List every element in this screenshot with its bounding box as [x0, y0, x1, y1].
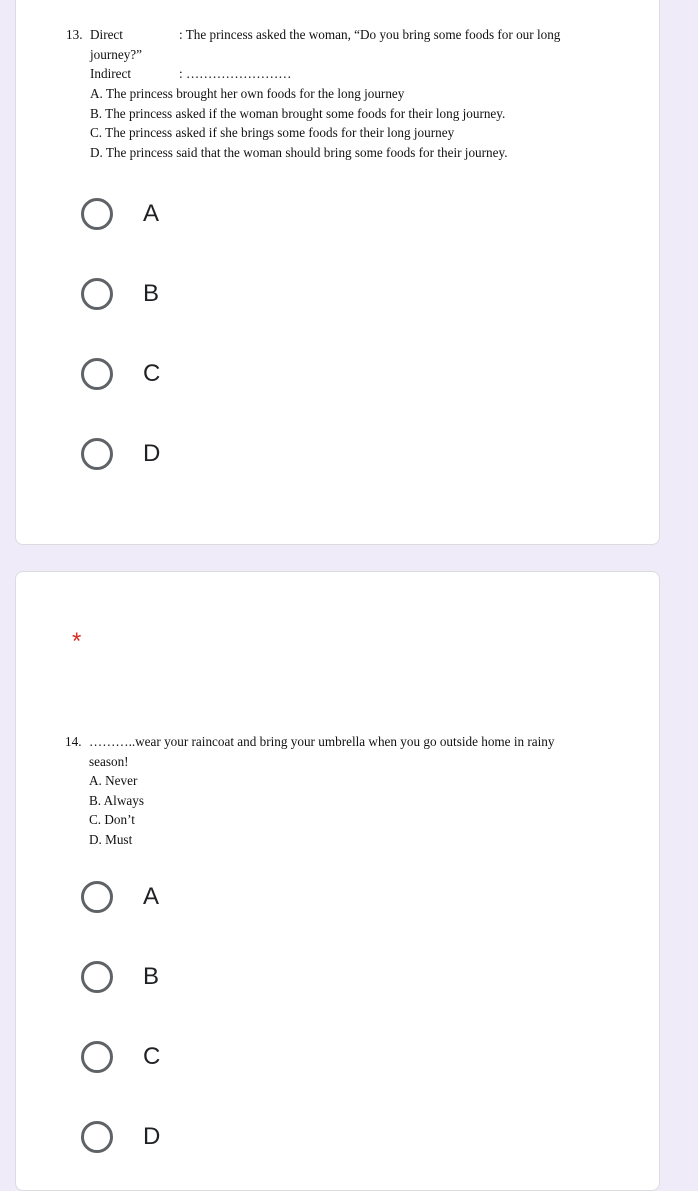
- option-label: B: [143, 963, 160, 990]
- question-text-cont: season!: [89, 754, 129, 769]
- radio-circle-icon[interactable]: [81, 1121, 113, 1153]
- question-image-14: [65, 732, 655, 852]
- direct-sentence: : The princess asked the woman, “Do you bring some foods for our long: [179, 27, 561, 42]
- required-asterisk: *: [72, 628, 82, 655]
- option-label: A: [143, 883, 160, 910]
- choice-text-a: A. Never: [89, 773, 138, 788]
- option-label: D: [143, 440, 161, 467]
- option-c[interactable]: [66, 354, 366, 394]
- indirect-blank: : ……………………: [179, 66, 292, 81]
- option-label: B: [143, 280, 160, 307]
- radio-circle-icon[interactable]: [81, 1041, 113, 1073]
- option-label: C: [143, 360, 161, 387]
- radio-circle-icon[interactable]: [81, 278, 113, 310]
- option-b[interactable]: [66, 274, 366, 314]
- option-c[interactable]: [66, 1037, 366, 1077]
- option-label: D: [143, 1123, 161, 1150]
- choice-text-d: D. The princess said that the woman should bring some foods for their journey.: [90, 145, 508, 160]
- option-d[interactable]: [66, 434, 366, 474]
- radio-circle-icon[interactable]: [81, 881, 113, 913]
- option-b[interactable]: [66, 957, 366, 997]
- question-image-13: [66, 25, 656, 205]
- question-card-14: [15, 571, 660, 1191]
- radio-circle-icon[interactable]: [81, 358, 113, 390]
- radio-circle-icon[interactable]: [81, 961, 113, 993]
- radio-circle-icon[interactable]: [81, 438, 113, 470]
- question-number: 14.: [65, 734, 82, 749]
- indirect-label: Indirect: [90, 66, 132, 81]
- option-a[interactable]: [66, 877, 366, 917]
- question-number: 13.: [66, 27, 83, 42]
- radio-circle-icon[interactable]: [81, 198, 113, 230]
- question-card-13: [15, 0, 660, 545]
- choice-text-b: B. Always: [89, 793, 144, 808]
- choice-text-c: C. Don’t: [89, 812, 135, 827]
- choice-text-d: D. Must: [89, 832, 133, 847]
- choice-text-c: C. The princess asked if she brings some foods for their long journey: [90, 125, 455, 140]
- direct-label: Direct: [90, 27, 123, 42]
- question-text: ………..wear your raincoat and bring your umbrella when you go outside home in rainy: [89, 734, 555, 749]
- choice-text-a: A. The princess brought her own foods for the long journey: [90, 86, 405, 101]
- option-label: A: [143, 200, 160, 227]
- direct-sentence-cont: journey?”: [90, 47, 142, 62]
- choice-text-b: B. The princess asked if the woman brought some foods for their long journey.: [90, 106, 506, 121]
- option-a[interactable]: [66, 194, 366, 234]
- option-d[interactable]: [66, 1117, 366, 1157]
- option-label: C: [143, 1043, 161, 1070]
